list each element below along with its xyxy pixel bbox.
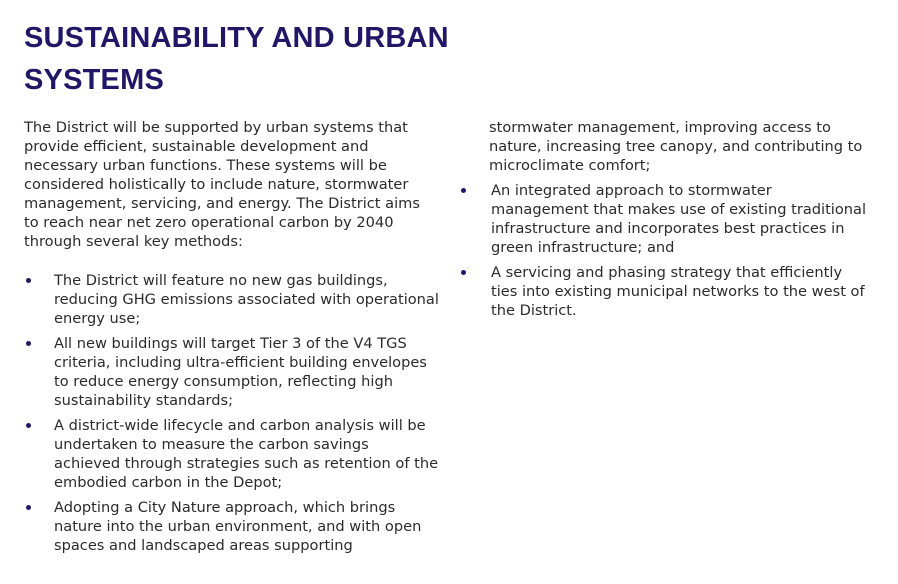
list-item (461, 263, 871, 320)
list-item (24, 271, 439, 328)
list-item-text: All new buildings will target Tier 3 of the V4 TGS criteria, including ultra-efficient building envelopes to reduce energy consumption, reflecting high sustainability standards; (54, 335, 427, 409)
list-item-text: stormwater management, improving access to nature, increasing tree canopy, and contributing to microclimate comfort; (489, 119, 863, 174)
bullet-icon (461, 270, 466, 275)
intro-paragraph: The District will be supported by urban systems that provide efficient, sustainable development and necessary urban functions. These systems will be considered holistically to include nature, stormwater management, servicing, and energy. The District aims to reach near net zero operational carbon by 2040 through several key methods: (24, 119, 420, 250)
list-item (24, 498, 439, 555)
bullet-icon (26, 423, 31, 428)
list-item-text: Adopting a City Nature approach, which brings nature into the urban environment, and with open spaces and landscaped areas supporting (54, 499, 422, 554)
list-item (461, 181, 871, 257)
left-column (24, 118, 439, 561)
list-item (24, 334, 439, 410)
bullet-icon (26, 505, 31, 510)
bullet-icon (26, 278, 31, 283)
list-item-continuation (461, 118, 871, 175)
list-item (24, 416, 439, 492)
page-title: SUSTAINABILITY AND URBAN SYSTEMS (24, 22, 449, 96)
bullet-icon (461, 188, 466, 193)
list-item-text: The District will feature no new gas buildings, reducing GHG emissions associated with operational energy use; (54, 272, 439, 327)
key-methods-list-left (24, 271, 439, 555)
list-item-text: A district-wide lifecycle and carbon analysis will be undertaken to measure the carbon savings achieved through strategies such as retention of the embodied carbon in the Depot; (54, 417, 439, 491)
right-column (461, 118, 871, 326)
list-item-text: An integrated approach to stormwater management that makes use of existing traditional infrastructure and incorporates best practices in green infrastructure; and (491, 182, 867, 256)
bullet-icon (26, 341, 31, 346)
list-item-text: A servicing and phasing strategy that efficiently ties into existing municipal networks to the west of the District. (491, 264, 865, 319)
key-methods-list-right (461, 118, 871, 320)
